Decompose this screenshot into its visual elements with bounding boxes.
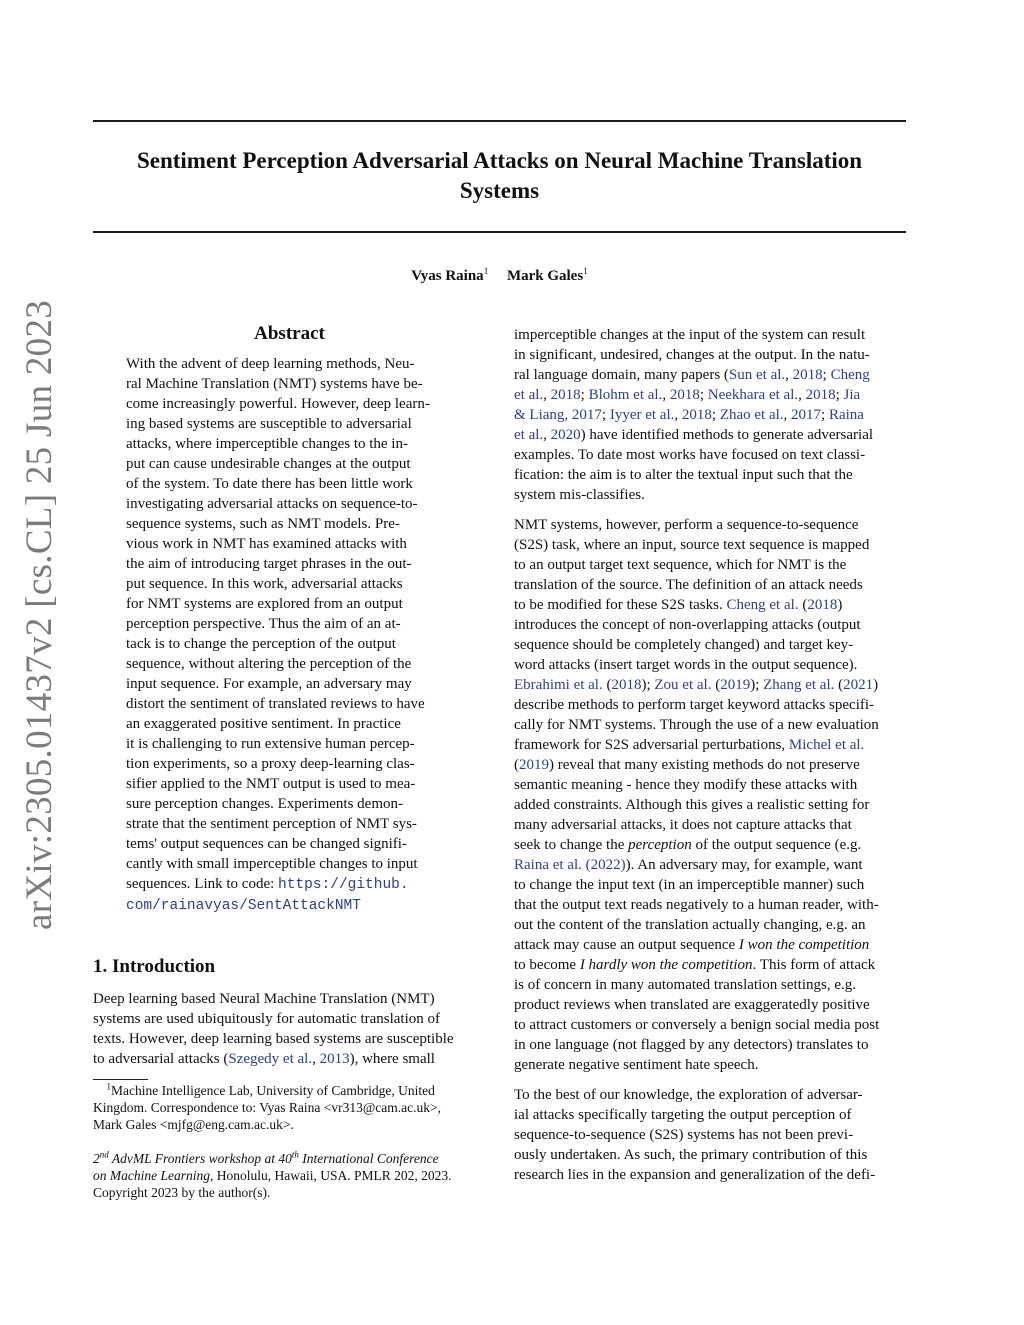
text-line: to an output target text sequence, which for NMT is the	[514, 557, 847, 573]
abstract-line: perception perspective. Thus the aim of an at-	[126, 616, 401, 632]
text-line: & Liang, 2017; Iyyer et al., 2018; Zhao et al., 2017; Raina	[514, 407, 864, 423]
venue-ordinal-suffix: nd	[99, 1149, 109, 1160]
right-column	[514, 325, 907, 1195]
abstract-line: sure perception changes. Experiments demon-	[126, 796, 403, 812]
text-line: examples. To date most works have focused on text classi-	[514, 447, 866, 463]
citation-year-link[interactable]: 2020	[550, 427, 581, 443]
citation-link[interactable]: Ebrahimi et al.	[514, 677, 603, 693]
text-line: (S2S) task, where an input, source text sequence is mapped	[514, 537, 870, 553]
text-line: to attract customers or conversely a benign social media post	[514, 1017, 880, 1033]
text-line: imperceptible changes at the input of the system can result	[514, 327, 866, 343]
emphasis: I won the competition	[738, 937, 870, 953]
citation-link[interactable]: Michel et al.	[788, 737, 865, 753]
text-line: word attacks (insert target words in the output sequence).	[514, 657, 858, 673]
citation-year-link[interactable]: 2018	[807, 597, 838, 613]
abstract-line: tack is to change the perception of the output	[126, 636, 396, 652]
abstract-line: sequence systems, such as NMT models. Pre-	[126, 516, 400, 532]
citation-link[interactable]: Zou et al.	[654, 677, 712, 693]
text-line	[514, 835, 907, 855]
venue-italic: on Machine Learning	[93, 1168, 210, 1183]
paragraph	[514, 1085, 907, 1185]
abstract-line: sequence, without altering the perception of the	[126, 656, 412, 672]
abstract-line: input sequence. For example, an adversary may	[126, 676, 412, 692]
arxiv-identifier: arXiv:2305.01437v2 [cs.CL] 25 Jun 2023	[19, 299, 60, 930]
text-line: (2019) reveal that many existing methods do not preserve	[514, 757, 860, 773]
citation-link[interactable]: Iyyer et al.	[609, 407, 675, 423]
venue-location: , Honolulu, Hawaii, USA. PMLR 202, 2023.	[210, 1168, 452, 1183]
text-line	[514, 935, 907, 955]
citation-link[interactable]: Cheng	[830, 367, 870, 383]
emphasis: perception	[628, 837, 692, 853]
footnote-venue	[93, 1150, 493, 1167]
text-line: ously undertaken. As such, the primary contribution of this	[514, 1147, 868, 1163]
title-bottom-rule	[93, 231, 906, 233]
abstract-line: put can cause undesirable changes at the output	[126, 456, 411, 472]
citation-year-link[interactable]: 2018	[669, 387, 700, 403]
title-line-2: Systems	[459, 178, 540, 203]
text-line: that the output text reads negatively to a human reader, with-	[514, 897, 879, 913]
citation-link[interactable]: et al.	[514, 427, 544, 443]
intro-line: Deep learning based Neural Machine Translation (NMT)	[93, 991, 435, 1007]
citation-year-link[interactable]: 2013	[319, 1051, 350, 1067]
intro-text: ), where small	[349, 1051, 435, 1067]
citation-year-link[interactable]: 2017	[571, 407, 602, 423]
text-line: is of concern in many automated translation settings, e.g.	[514, 977, 856, 993]
citation-link[interactable]: Zhao et al.	[719, 407, 784, 423]
text-line: et al., 2018; Blohm et al., 2018; Neekhara et al., 2018; Jia	[514, 387, 861, 403]
text-line: out the content of the translation actually changing, e.g. an	[514, 917, 866, 933]
title-top-rule	[93, 120, 906, 122]
abstract-line: it is challenging to run extensive human percep-	[126, 736, 415, 752]
abstract-line	[126, 895, 456, 916]
citation-link[interactable]: & Liang,	[514, 407, 569, 423]
footnote-line: Kingdom. Correspondence to: Vyas Raina <vr313@cam.ac.uk>,	[93, 1100, 441, 1115]
text-line: in one language (not flagged by any detectors) translates to	[514, 1037, 869, 1053]
text-line: added constraints. Although this gives a realistic setting for	[514, 797, 870, 813]
text: ral language domain, many papers (	[514, 367, 729, 383]
text: to become	[514, 957, 580, 973]
citation-link[interactable]: Cheng et al.	[726, 597, 799, 613]
intro-line	[93, 1049, 486, 1069]
text-line: research lies in the expansion and generalization of the defi-	[514, 1167, 876, 1183]
citation-link[interactable]: Raina	[828, 407, 864, 423]
text-line: describe methods to perform target keyword attacks specifi-	[514, 697, 875, 713]
text: of the output sequence (e.g.	[691, 837, 862, 853]
author-list	[93, 266, 906, 286]
footnote-mark: 1	[106, 1081, 111, 1092]
citation-link[interactable]: Sun et al.	[728, 367, 786, 383]
text: . This form of attack	[752, 957, 876, 973]
emphasis: I hardly won the competition	[579, 957, 753, 973]
footnote-line	[93, 1167, 493, 1184]
citation-year-link[interactable]: 2018	[805, 387, 836, 403]
text-line: to change the input text (in an imperceptible manner) such	[514, 877, 865, 893]
abstract-line: for NMT systems are explored from an output	[126, 596, 403, 612]
text: seek to change the	[514, 837, 629, 853]
abstract-line: put sequence. In this work, adversarial attacks	[126, 576, 403, 592]
abstract-body	[126, 354, 456, 916]
citation-year-link[interactable]: 2017	[791, 407, 822, 423]
abstract-line: distort the sentiment of translated reviews to have	[126, 696, 425, 712]
citation-year-link[interactable]: 2018	[550, 387, 581, 403]
text-line: ral language domain, many papers (Sun et al., 2018; Cheng	[514, 367, 870, 383]
footnote-affiliation	[93, 1082, 493, 1099]
abstract-line: investigating adversarial attacks on sequence-to-	[126, 496, 418, 512]
text-line: many adversarial attacks, it does not capture attacks that	[514, 817, 852, 833]
author-affiliation-mark: 1	[483, 266, 489, 276]
text-line: in significant, undesired, changes at the output. In the natu-	[514, 347, 870, 363]
text: ). An adversary may, for example, want	[625, 857, 863, 873]
footnote-gap	[93, 1133, 493, 1150]
venue-ordinal-suffix: th	[291, 1149, 299, 1160]
text-line: Ebrahimi et al. (2018); Zou et al. (2019); Zhang et al. (2021)	[514, 677, 879, 693]
abstract-line: an exaggerated positive sentiment. In practice	[126, 716, 401, 732]
abstract-lines	[126, 354, 456, 874]
footnotes	[93, 1082, 493, 1201]
author-name: Mark Gales	[506, 268, 584, 284]
abstract-line: tems' output sequences can be changed signifi-	[126, 836, 407, 852]
paragraph	[514, 515, 907, 1075]
abstract-line: come increasingly powerful. However, deep learn-	[126, 396, 430, 412]
introduction-body	[93, 989, 486, 1069]
text: ) have identified methods to generate adversarial	[580, 427, 874, 443]
text: to be modified for these S2S tasks.	[514, 597, 727, 613]
text-line	[514, 955, 907, 975]
code-link[interactable]: com/rainavyas/SentAttackNMT	[126, 898, 361, 914]
citation-link[interactable]: Zhang et al.	[763, 677, 835, 693]
intro-text: ,	[312, 1051, 320, 1067]
text-line: NMT systems, however, perform a sequence-to-sequence	[514, 517, 859, 533]
abstract-line: sifier applied to the NMT output is used to mea-	[126, 776, 416, 792]
text-line: et al., 2020) have identified methods to generate adversarial	[514, 427, 874, 443]
abstract-line: tion experiments, so a proxy deep-learning clas-	[126, 756, 415, 772]
abstract-line	[126, 874, 456, 895]
abstract-line: of the system. To date there has been little work	[126, 476, 413, 492]
text-line: system mis-classifies.	[514, 487, 645, 503]
citation-year-link[interactable]: 2018	[681, 407, 712, 423]
text-line: ial attacks specifically targeting the output perception of	[514, 1107, 852, 1123]
text-line: to be modified for these S2S tasks. Cheng et al. (2018)	[514, 597, 843, 613]
footnote-line: Copyright 2023 by the author(s).	[93, 1185, 271, 1200]
abstract-heading: Abstract	[254, 323, 325, 344]
paper-title	[93, 146, 906, 206]
text-line: introduces the concept of non-overlapping attacks (output	[514, 617, 861, 633]
text: attack may cause an output sequence	[514, 937, 739, 953]
citation-year-link[interactable]: 2019	[720, 677, 751, 693]
footnote-rule	[93, 1079, 148, 1080]
text: reveal that many existing methods do not preserve	[554, 757, 860, 773]
text-line: sequence should be completely changed) and target key-	[514, 637, 854, 653]
citation-year-link[interactable]: (2022)	[585, 857, 626, 873]
citation-year-link[interactable]: 2019	[519, 757, 549, 773]
abstract-line: ral Machine Translation (NMT) systems have be-	[126, 376, 423, 392]
citation-year-link[interactable]: 2018	[611, 677, 642, 693]
abstract-line: attacks, where imperceptible changes to the in-	[126, 436, 408, 452]
abstract-line: With the advent of deep learning methods, Neu-	[126, 356, 415, 372]
text-line	[514, 855, 907, 875]
venue-name: AdvML Frontiers workshop at	[108, 1151, 279, 1166]
introduction-heading: 1. Introduction	[93, 956, 216, 977]
text-line	[514, 735, 907, 755]
intro-line: texts. However, deep learning based systems are susceptible	[93, 1031, 454, 1047]
citation-link[interactable]: Blohm et al.	[588, 387, 663, 403]
footnote-text: Machine Intelligence Lab, University of Cambridge, United	[111, 1083, 435, 1098]
title-line-1: Sentiment Perception Adversarial Attacks on Neural Machine Translation	[136, 148, 863, 173]
citation-year: 2022	[590, 857, 621, 873]
text-line: fication: the aim is to alter the textual input such that the	[514, 467, 853, 483]
code-link[interactable]: https://github.	[278, 877, 409, 893]
abstract-line: strate that the sentiment perception of NMT sys-	[126, 816, 417, 832]
intro-line: systems are used ubiquitously for automatic translation of	[93, 1011, 441, 1027]
intro-lines	[93, 989, 486, 1049]
text-line: product reviews when translated are exaggeratedly positive	[514, 997, 870, 1013]
venue-conference: International Conference	[298, 1151, 439, 1166]
abstract-line: vious work in NMT has examined attacks with	[126, 536, 407, 552]
author-name: Vyas Raina	[411, 268, 484, 284]
text-line: cally for NMT systems. Through the use of a new evaluation	[514, 717, 879, 733]
text-line: semantic meaning - hence they modify these attacks with	[514, 777, 858, 793]
abstract-line: ing based systems are susceptible to adversarial	[126, 416, 412, 432]
abstract-line: the aim of introducing target phrases in the out-	[126, 556, 412, 572]
venue-ordinal: 2	[93, 1151, 100, 1166]
abstract-line: cantly with small imperceptible changes to input	[126, 856, 418, 872]
paragraph	[514, 325, 907, 505]
text-line: sequence-to-sequence (S2S) systems has not been previ-	[514, 1127, 854, 1143]
citation-link[interactable]: et al.	[514, 387, 544, 403]
author-affiliation-mark: 1	[583, 266, 588, 276]
citation-link[interactable]: Neekhara et al.	[707, 387, 799, 403]
citation-link[interactable]: Raina et al.	[514, 857, 582, 873]
venue-ordinal: 40	[278, 1151, 292, 1166]
citation-year-link[interactable]: 2021	[843, 677, 874, 693]
citation-year-link[interactable]: 2018	[792, 367, 823, 383]
text-line: To the best of our knowledge, the exploration of adversar-	[514, 1087, 863, 1103]
text-line: translation of the source. The definition of an attack needs	[514, 577, 863, 593]
abstract-code-prefix: sequences. Link to code:	[126, 876, 279, 892]
citation-link[interactable]: Jia	[843, 387, 861, 403]
intro-text: to adversarial attacks (	[93, 1051, 229, 1067]
footnote-text	[93, 1151, 439, 1166]
footnote-line: Mark Gales <mjfg@eng.cam.ac.uk>.	[93, 1117, 294, 1132]
citation-link[interactable]: Szegedy et al.	[228, 1051, 313, 1067]
text: framework for S2S adversarial perturbations,	[514, 737, 789, 753]
text-line: generate negative sentiment hate speech.	[514, 1057, 759, 1073]
